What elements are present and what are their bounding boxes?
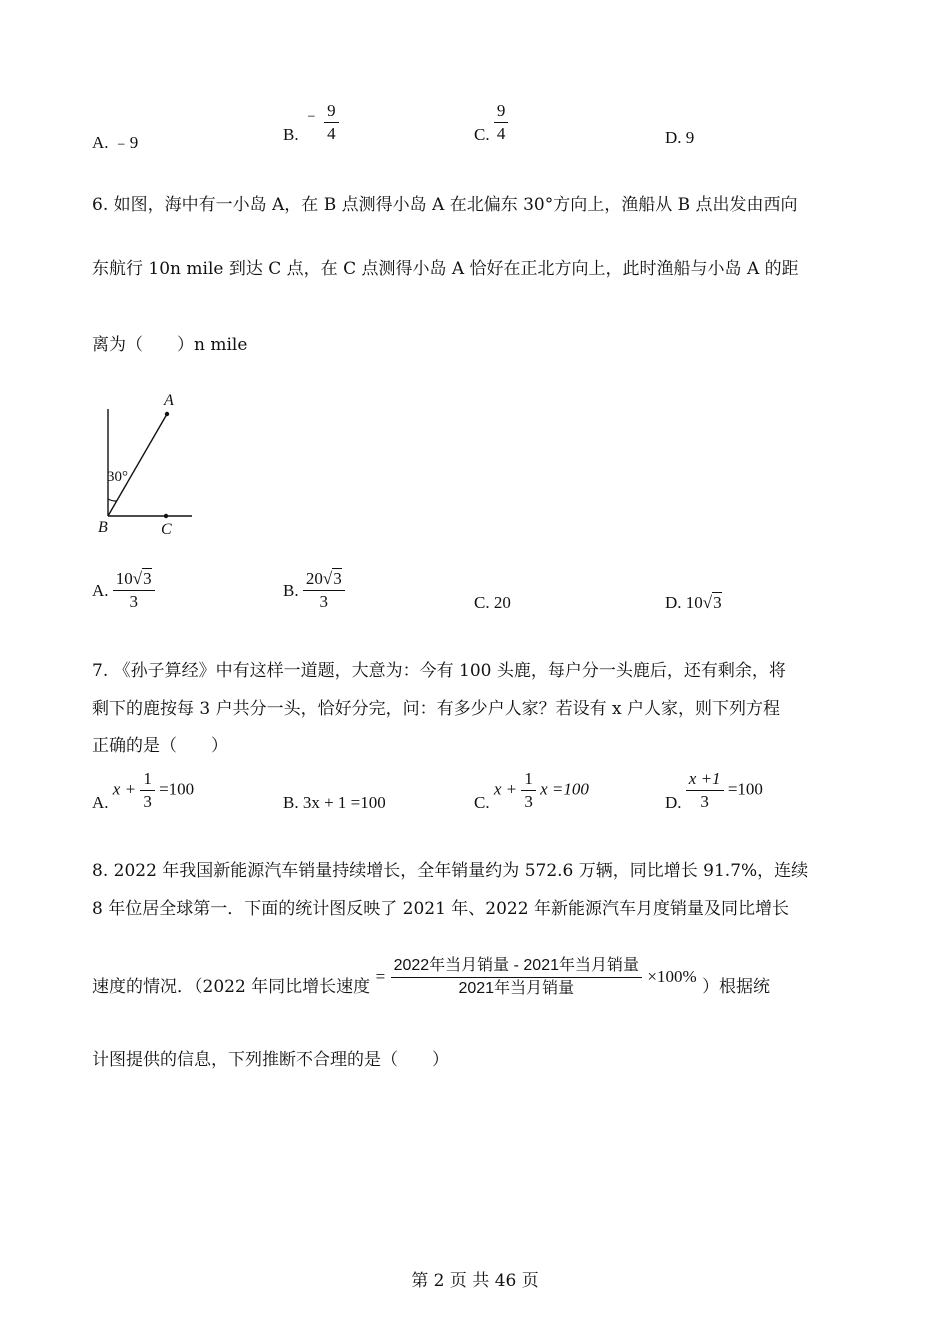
- q7-line-3: 正确的是（ ）: [92, 736, 228, 756]
- q6-option-a-radicand: 3: [143, 569, 152, 588]
- q8-line-1: 8. 2022 年我国新能源汽车销量持续增长，全年销量约为 572.6 万辆，同比增长 91.7%，连续: [92, 861, 809, 881]
- q6-option-a-sqrt: √3: [132, 569, 152, 588]
- q7-option-c-pre: x +: [493, 779, 518, 799]
- q6-option-a-letter: A.: [92, 581, 109, 601]
- q7-option-a: [92, 768, 194, 813]
- q7-option-a-numerator: 1: [140, 768, 155, 791]
- q6-option-d-radicand: 3: [713, 593, 722, 612]
- q6-option-b-denominator: 3: [319, 592, 329, 611]
- q5-option-c-denominator: 4: [496, 124, 506, 143]
- q8-line-3-pre: 速度的情况．（2022 年同比增长速度: [92, 977, 371, 997]
- q6-line-1: 6. 如图，海中有一小岛 A，在 B 点测得小岛 A 在北偏东 30°方向上，渔船从 B 点出发由西向: [92, 195, 798, 215]
- q5-option-d-letter: D.: [665, 128, 682, 147]
- point-c-dot: [164, 514, 168, 518]
- label-point-b: B: [98, 519, 108, 536]
- q6-option-b-radicand: 3: [333, 569, 342, 588]
- q6-option-d-coef: 10: [685, 593, 703, 612]
- q5-option-a: [92, 128, 138, 153]
- q8-formula-fraction: [391, 955, 642, 1000]
- q7-option-a-letter: A.: [92, 793, 109, 813]
- q6-option-b: [283, 568, 345, 613]
- q7-option-a-denominator: 3: [143, 792, 152, 811]
- q8-line-4: 计图提供的信息，下列推断不合理的是（ ）: [92, 1050, 449, 1070]
- q8-formula-numerator: 2022年当月销量 - 2021年当月销量: [391, 955, 642, 978]
- q5-option-b: [283, 100, 339, 145]
- q6-option-a-coef: 10: [115, 569, 133, 588]
- q7-line-1: 7. 《孙子算经》中有这样一道题，大意为：今有 100 头鹿，每户分一头鹿后，还有剩余，将: [92, 661, 786, 681]
- q5-option-a-letter: A.: [92, 133, 109, 152]
- label-angle: 30°: [107, 469, 128, 485]
- q7-option-a-pre: x +: [112, 779, 137, 799]
- q5-option-d: [665, 128, 694, 148]
- q6-option-d: [665, 593, 722, 613]
- q7-line-2: 剩下的鹿按每 3 户共分一头，恰好分完，问：有多少户人家？若设有 x 户人家，则下列方程: [92, 699, 781, 719]
- q7-option-c-denominator: 3: [524, 792, 533, 811]
- q6-option-a: [92, 568, 155, 613]
- q5-option-c-fraction: [494, 100, 509, 145]
- q5-option-b-denominator: 4: [327, 124, 336, 143]
- q7-option-b: [283, 793, 386, 813]
- q7-option-d-fraction: [686, 768, 724, 813]
- q8-formula-denominator: 2021年当月销量: [458, 980, 575, 997]
- q7-option-a-fraction: [140, 768, 155, 813]
- q6-figure: [90, 385, 210, 545]
- q7-option-b-value: 3x + 1 =100: [302, 793, 386, 812]
- q6-line-3: 离为（ ）n mile: [92, 335, 248, 355]
- q7-option-d-letter: D.: [665, 793, 682, 813]
- q6-option-b-sqrt: √3: [322, 569, 342, 588]
- q5-option-b-sign: ﹣: [302, 105, 320, 125]
- q6-option-c-value: 20: [493, 593, 511, 612]
- q8-line-3-post: ）根据统: [702, 977, 771, 997]
- q6-option-a-numerator: [113, 568, 155, 591]
- q5-option-b-letter: B.: [283, 125, 299, 145]
- q6-option-d-sqrt: √3: [702, 593, 722, 612]
- q8-line-2: 8 年位居全球第一．下面的统计图反映了 2021 年、2022 年新能源汽车月度销量及同比增长: [92, 899, 789, 919]
- q6-option-b-coef: 20: [305, 569, 323, 588]
- q6-option-a-denominator: 3: [129, 592, 138, 611]
- q5-option-d-value: 9: [685, 128, 695, 147]
- q6-option-a-fraction: [113, 568, 155, 613]
- q8-line-3: [92, 955, 770, 1000]
- q8-formula-post: ×100%: [647, 967, 697, 986]
- q7-option-c: [474, 768, 589, 813]
- q7-option-c-fraction: [521, 768, 536, 813]
- q7-option-a-post: =100: [159, 779, 195, 799]
- q6-line-2: 东航行 10n mile 到达 C 点，在 C 点测得小岛 A 恰好在正北方向上，此时渔船与小岛 A 的距: [92, 259, 799, 279]
- q7-option-c-numerator: 1: [521, 768, 536, 791]
- q5-option-c-letter: C.: [474, 125, 490, 145]
- point-a-dot: [165, 412, 169, 416]
- label-point-a: A: [164, 392, 174, 409]
- q7-option-d-denominator: 3: [700, 792, 709, 811]
- q6-option-b-fraction: [303, 568, 345, 613]
- q6-option-c-letter: C.: [474, 593, 490, 612]
- label-point-c: C: [161, 521, 172, 538]
- q5-option-b-numerator: 9: [324, 100, 339, 123]
- angle-arc: [108, 499, 117, 501]
- q7-option-c-post: x =100: [540, 779, 589, 799]
- q5-option-c-numerator: 9: [494, 100, 509, 123]
- q6-option-c: [474, 593, 511, 613]
- q7-option-d: [665, 768, 763, 813]
- q6-option-d-letter: D.: [665, 593, 682, 612]
- q8-formula-equals: =: [375, 967, 386, 986]
- q7-option-c-letter: C.: [474, 793, 490, 813]
- line-ba: [108, 414, 167, 516]
- q7-option-d-numerator: x +1: [686, 768, 724, 791]
- page-footer: 第 2 页 共 46 页: [411, 1271, 539, 1291]
- q5-option-c: [474, 100, 508, 145]
- q6-option-b-numerator: [303, 568, 345, 591]
- q5-option-b-fraction: [324, 100, 339, 145]
- q5-option-a-value: ﹣9: [112, 133, 139, 152]
- q7-option-b-letter: B.: [283, 793, 299, 812]
- q7-option-d-post: =100: [727, 779, 763, 799]
- q6-option-b-letter: B.: [283, 581, 299, 601]
